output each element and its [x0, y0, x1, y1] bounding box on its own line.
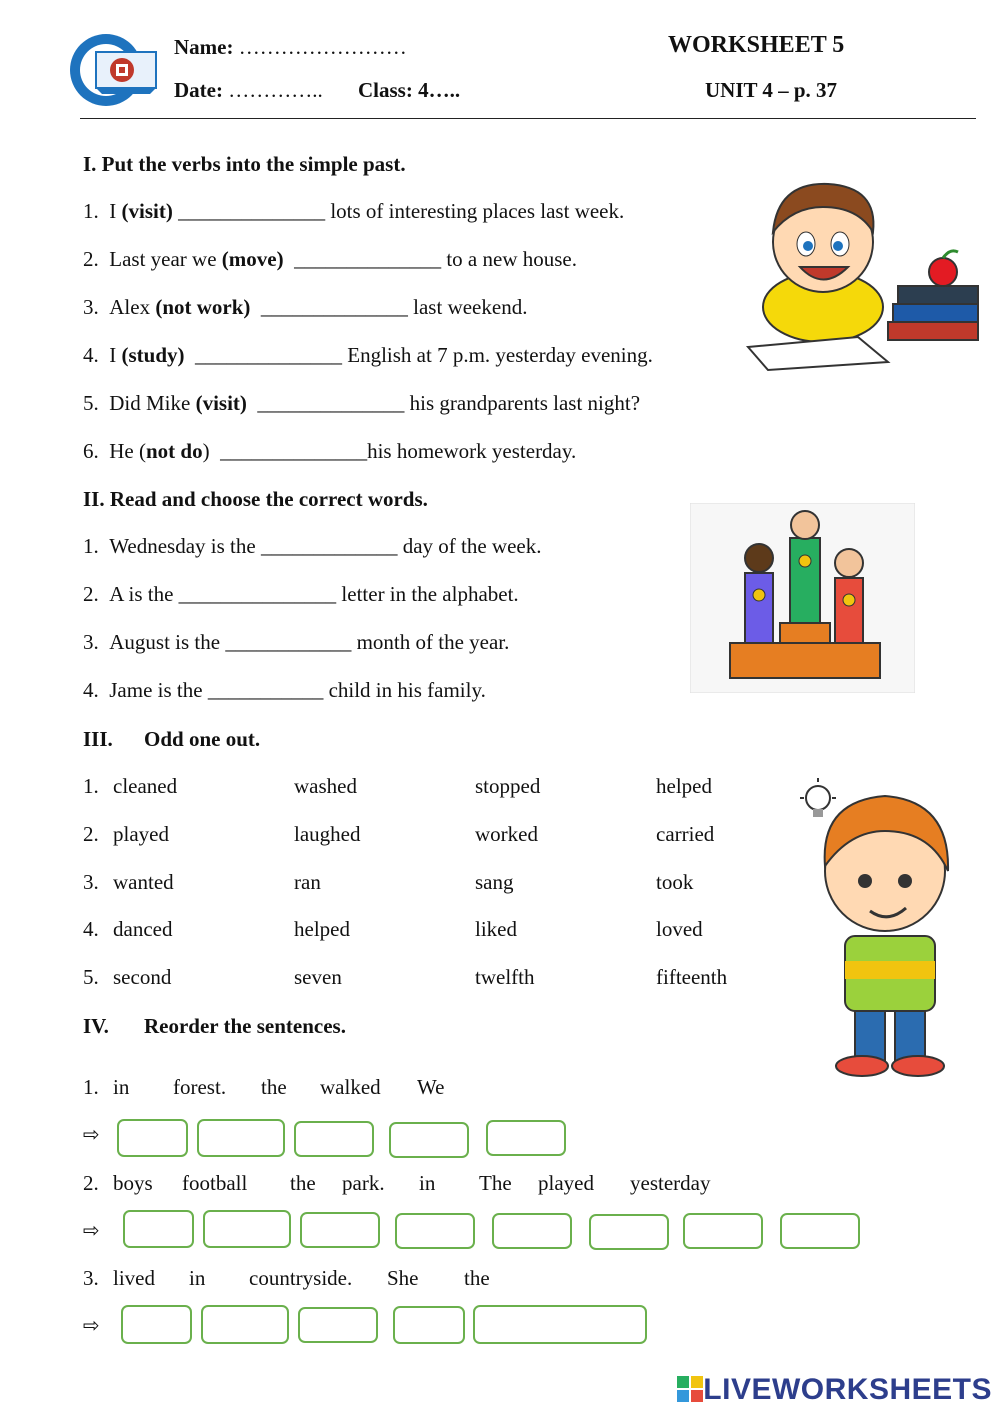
scrambled-word: football	[182, 1171, 248, 1195]
podium-icon	[690, 503, 915, 693]
scrambled-word: played	[538, 1171, 594, 1195]
answer-box[interactable]	[300, 1212, 380, 1248]
answer-box[interactable]	[389, 1122, 469, 1158]
header-divider	[80, 118, 976, 119]
odd-word[interactable]: worked	[475, 822, 538, 846]
scrambled-word: We	[417, 1075, 445, 1099]
odd-word[interactable]: washed	[294, 774, 357, 798]
s1-item-5: 5. Did Mike (visit) ______________ his grandparents last night?	[83, 391, 641, 415]
odd-word[interactable]: loved	[656, 917, 703, 941]
liveworksheets-logo	[677, 1373, 992, 1407]
answer-box[interactable]	[117, 1119, 188, 1157]
odd-word[interactable]: fifteenth	[656, 965, 728, 989]
answer-box[interactable]	[298, 1307, 378, 1343]
section-3-title: Odd one out.	[144, 727, 261, 751]
scrambled-word: in	[419, 1171, 436, 1195]
name-dots[interactable]: ……………………	[238, 35, 407, 59]
section-4-number: IV.	[83, 1014, 109, 1038]
answer-blank[interactable]: ____________	[225, 630, 352, 654]
odd-word[interactable]: liked	[475, 917, 517, 941]
answer-blank[interactable]: ______________	[220, 439, 368, 463]
s1-item-6: 6. He (not do) ______________his homework yesterday.	[83, 439, 577, 463]
odd-word[interactable]: cleaned	[113, 774, 178, 798]
date-dots[interactable]: …………..	[228, 78, 323, 102]
scrambled-word: the	[290, 1171, 316, 1195]
answer-box[interactable]	[492, 1213, 572, 1249]
answer-blank[interactable]: _______________	[178, 582, 337, 606]
section-3-number: III.	[83, 727, 113, 751]
s1-item-3: 3. Alex (not work) ______________ last weekend.	[83, 295, 528, 319]
odd-word[interactable]: helped	[294, 917, 350, 941]
answer-blank[interactable]: ______________	[257, 391, 405, 415]
scrambled-word: the	[261, 1075, 287, 1099]
answer-box[interactable]	[123, 1210, 194, 1248]
scrambled-word: She	[387, 1266, 419, 1290]
arrow-icon: ⇨	[83, 1122, 100, 1146]
scrambled-word: boys	[113, 1171, 153, 1195]
s2-item-3: 3. August is the ____________ month of the year.	[83, 630, 510, 654]
liveworksheets-icon	[677, 1376, 703, 1402]
worksheet-title: WORKSHEET 5	[668, 32, 845, 58]
name-label: Name:	[174, 35, 234, 59]
odd-word[interactable]: stopped	[475, 774, 541, 798]
s2-item-2: 2. A is the _______________ letter in the alphabet.	[83, 582, 519, 606]
s1-item-4: 4. I (study) ______________ English at 7 p.m. yesterday evening.	[83, 343, 653, 367]
name-field	[174, 35, 407, 60]
answer-box[interactable]	[203, 1210, 291, 1248]
scrambled-word: The	[479, 1171, 512, 1195]
section-2-title: II. Read and choose the correct words.	[83, 487, 428, 511]
odd-word[interactable]: danced	[113, 917, 173, 941]
answer-box[interactable]	[473, 1305, 647, 1344]
answer-box[interactable]	[780, 1213, 860, 1249]
scrambled-word: forest.	[173, 1075, 227, 1099]
scrambled-word: lived	[113, 1266, 155, 1290]
thinking-boy-icon	[790, 776, 960, 1081]
boy-studying-icon	[738, 172, 988, 372]
answer-blank[interactable]: ______________	[178, 199, 326, 223]
answer-box[interactable]	[197, 1119, 285, 1157]
scrambled-word: countryside.	[249, 1266, 353, 1290]
school-logo-icon	[66, 30, 162, 110]
brand-text: LIVEWORKSHEETS	[703, 1373, 992, 1406]
scrambled-word: walked	[320, 1075, 381, 1099]
date-field	[174, 78, 323, 103]
answer-blank[interactable]: ______________	[294, 247, 442, 271]
odd-word[interactable]: played	[113, 822, 169, 846]
odd-word[interactable]: laughed	[294, 822, 361, 846]
odd-word[interactable]: wanted	[113, 870, 174, 894]
odd-word[interactable]: sang	[475, 870, 514, 894]
odd-word[interactable]: ran	[294, 870, 321, 894]
scrambled-word: the	[464, 1266, 490, 1290]
unit-label: UNIT 4 – p. 37	[705, 78, 838, 102]
section-4-title: Reorder the sentences.	[144, 1014, 346, 1038]
answer-box[interactable]	[395, 1213, 475, 1249]
answer-box[interactable]	[683, 1213, 763, 1249]
section-1-title: I. Put the verbs into the simple past.	[83, 152, 406, 176]
odd-word[interactable]: second	[113, 965, 172, 989]
podium-kids-illustration	[690, 503, 915, 693]
answer-blank[interactable]: ______________	[195, 343, 343, 367]
odd-word[interactable]: seven	[294, 965, 342, 989]
arrow-icon: ⇨	[83, 1218, 100, 1242]
class-label: Class:	[358, 78, 413, 102]
s1-item-1: 1. I (visit) ______________ lots of interesting places last week.	[83, 199, 625, 223]
odd-word[interactable]: carried	[656, 822, 715, 846]
odd-word[interactable]: helped	[656, 774, 712, 798]
odd-word[interactable]: took	[656, 870, 694, 894]
answer-box[interactable]	[201, 1305, 289, 1344]
answer-box[interactable]	[121, 1305, 192, 1344]
scrambled-word: yesterday	[630, 1171, 711, 1195]
arrow-icon: ⇨	[83, 1313, 100, 1337]
school-logo	[66, 30, 162, 110]
s2-item-1: 1. Wednesday is the _____________ day of the week.	[83, 534, 542, 558]
scrambled-word: in	[113, 1075, 130, 1099]
class-field	[358, 78, 460, 103]
date-label: Date:	[174, 78, 223, 102]
scrambled-word: in	[189, 1266, 206, 1290]
answer-blank[interactable]: _____________	[260, 534, 398, 558]
scrambled-word: park.	[342, 1171, 385, 1195]
answer-box[interactable]	[589, 1214, 669, 1250]
thinking-boy-illustration	[790, 776, 960, 1081]
s2-item-4: 4. Jame is the ___________ child in his family.	[83, 678, 486, 702]
boy-studying-illustration	[738, 172, 988, 372]
answer-box[interactable]	[486, 1120, 566, 1156]
answer-blank[interactable]: ___________	[207, 678, 324, 702]
odd-word[interactable]: twelfth	[475, 965, 535, 989]
answer-box[interactable]	[393, 1306, 465, 1344]
answer-blank[interactable]: ______________	[260, 295, 408, 319]
class-value[interactable]: 4…..	[418, 78, 461, 102]
s1-item-2: 2. Last year we (move) ______________ to a new house.	[83, 247, 577, 271]
answer-box[interactable]	[294, 1121, 374, 1157]
